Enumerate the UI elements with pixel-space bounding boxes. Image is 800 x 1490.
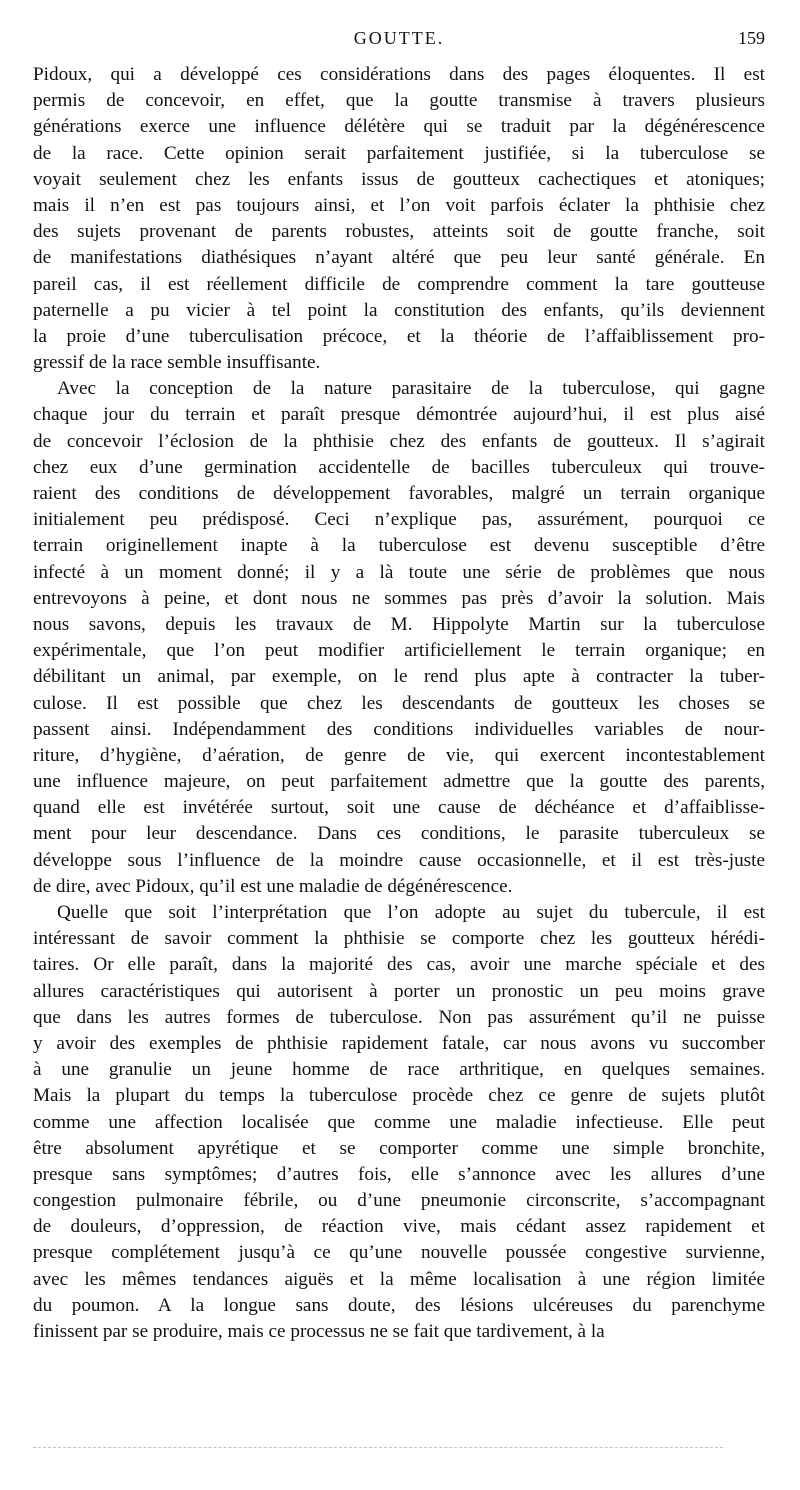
text-line: ment pour leur descendance. Dans ces conditions, le parasite tuberculeux se — [33, 823, 765, 845]
text-line: y avoir des exemples de phthisie rapidement fatale, car nous avons vu succomber — [33, 1032, 765, 1054]
text-line: Quelle que soit l’interprétation que l’on adopte au sujet du tubercule, il est — [57, 902, 765, 923]
text-line: Avec la conception de la nature parasitaire de la tuberculose, qui gagne — [57, 378, 765, 400]
text-line: chez eux d’une germination accidentelle de bacilles tuberculeux qui trouve- — [33, 456, 765, 478]
paragraph — [33, 62, 765, 376]
text-line: à une granulie un jeune homme de race arthritique, en quelques semaines. — [33, 1059, 765, 1081]
footer-scan-artifact — [33, 1447, 723, 1450]
text-line: Mais la plupart du temps la tuberculose procède chez ce genre de sujets plutôt — [33, 1085, 765, 1107]
text-line: Pidoux, qui a développé ces considérations dans des pages éloquentes. Il est — [33, 64, 765, 85]
text-line: taires. Or elle paraît, dans la majorité des cas, avoir une marche spéciale et des — [33, 954, 765, 976]
text-line: de la race. Cette opinion serait parfaitement justifiée, si la tuberculose se — [33, 142, 765, 164]
text-line: du poumon. A la longue sans doute, des lésions ulcéreuses du parenchyme — [33, 1294, 765, 1316]
text-line: voyait seulement chez les enfants issus de goutteux cachectiques et atoniques; — [33, 168, 765, 190]
running-head — [33, 28, 765, 58]
text-line: avec les mêmes tendances aiguës et la même localisation à une région limitée — [33, 1268, 765, 1290]
body-text — [33, 62, 765, 1345]
text-line: nous savons, depuis les travaux de M. Hippolyte Martin sur la tuberculose — [33, 613, 765, 635]
paragraph — [33, 900, 765, 1345]
text-line: de douleurs, d’oppression, de réaction vive, mais cédant assez rapidement et — [33, 1216, 765, 1238]
text-line: de manifestations diathésiques n’ayant altéré que peu leur santé générale. En — [33, 247, 765, 269]
paragraph — [33, 376, 765, 900]
text-line: chaque jour du terrain et paraît presque démontrée aujourd’hui, il est plus aisé — [33, 404, 765, 426]
running-title: GOUTTE. — [353, 28, 445, 48]
text-line: de concevoir l’éclosion de la phthisie chez des enfants de goutteux. Il s’agirait — [33, 430, 765, 452]
text-line: la proie d’une tuberculisation précoce, et la théorie de l’affaiblissement pro- — [33, 325, 765, 347]
text-line: passent ainsi. Indépendamment des conditions individuelles variables de nour- — [33, 718, 765, 740]
text-line: débilitant un animal, par exemple, on le rend plus apte à contracter la tuber- — [33, 666, 765, 688]
text-line: pareil cas, il est réellement difficile de comprendre comment la tare goutteuse — [33, 273, 765, 295]
text-line: mais il n’en est pas toujours ainsi, et l’on voit parfois éclater la phthisie chez — [33, 194, 765, 216]
text-line: quand elle est invétérée surtout, soit une cause de déchéance et d’affaiblisse- — [33, 797, 765, 819]
page-number: 159 — [738, 28, 765, 48]
text-line: intéressant de savoir comment la phthisie se comporte chez les goutteux hérédi- — [33, 928, 765, 950]
text-line: comme une affection localisée que comme une maladie infectieuse. Elle peut — [33, 1111, 765, 1133]
text-line: terrain originellement inapte à la tuberculose est devenu susceptible d’être — [33, 535, 765, 557]
text-line: permis de concevoir, en effet, que la goutte transmise à travers plusieurs — [33, 90, 765, 112]
text-line: paternelle a pu vicier à tel point la constitution des enfants, qu’ils deviennent — [33, 299, 765, 321]
text-line: congestion pulmonaire fébrile, ou d’une pneumonie circonscrite, s’accompagnant — [33, 1190, 765, 1212]
text-line: être absolument apyrétique et se comporter comme une simple bronchite, — [33, 1137, 765, 1159]
text-line: culose. Il est possible que chez les descendants de goutteux les choses se — [33, 692, 765, 714]
text-line: de dire, avec Pidoux, qu’il est une maladie de dégénérescence. — [33, 875, 513, 897]
text-line: initialement peu prédisposé. Ceci n’explique pas, assurément, pourquoi ce — [33, 509, 765, 531]
text-line: développe sous l’influence de la moindre cause occasionnelle, et il est très-juste — [33, 849, 765, 871]
text-line: presque sans symptômes; d’autres fois, elle s’annonce avec les allures d’une — [33, 1163, 765, 1185]
text-line: une influence majeure, on peut parfaitement admettre que la goutte des parents, — [33, 771, 765, 793]
text-line: générations exerce une influence délétère qui se traduit par la dégénérescence — [33, 116, 765, 138]
text-line: raient des conditions de développement favorables, malgré un terrain organique — [33, 483, 765, 504]
text-line: infecté à un moment donné; il y a là toute une série de problèmes que nous — [33, 561, 765, 583]
text-line: allures caractéristiques qui autorisent à porter un pronostic un peu moins grave — [33, 980, 765, 1002]
text-line: finissent par se produire, mais ce processus ne se fait que tardivement, à la — [33, 1321, 605, 1342]
text-line: que dans les autres formes de tuberculose. Non pas assurément qu’il ne puisse — [33, 1006, 765, 1028]
text-line: expérimentale, que l’on peut modifier artificiellement le terrain organique; en — [33, 640, 765, 662]
text-line: riture, d’hygiène, d’aération, de genre de vie, qui exercent incontestablement — [33, 744, 765, 766]
text-line: des sujets provenant de parents robustes, atteints soit de goutte franche, soit — [33, 221, 765, 243]
text-line: presque complétement jusqu’à ce qu’une nouvelle poussée congestive survienne, — [33, 1242, 765, 1264]
text-line: entrevoyons à peine, et dont nous ne sommes pas près d’avoir la solution. Mais — [33, 587, 765, 609]
text-line: gressif de la race semble insuffisante. — [33, 352, 321, 374]
